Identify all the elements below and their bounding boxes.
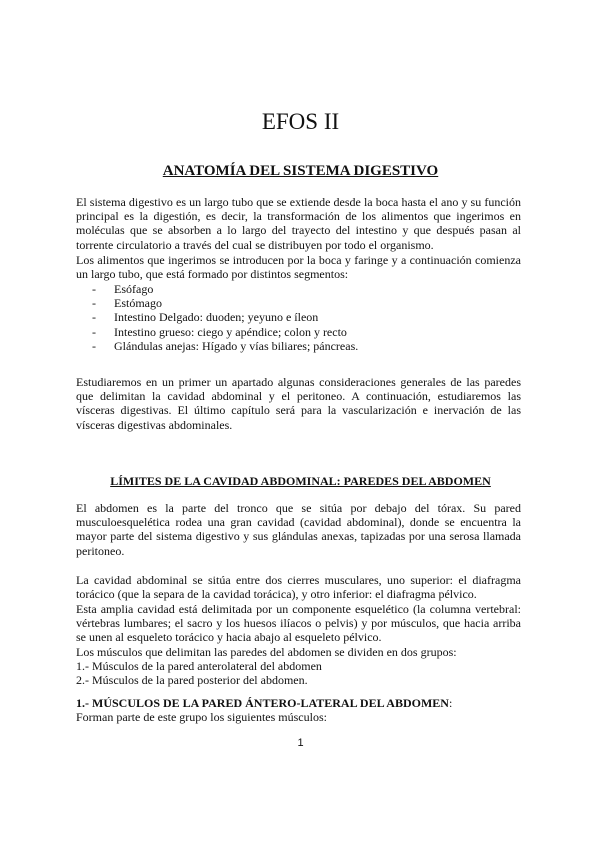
intro-paragraph-2: Los alimentos que ingerimos se introducen por la boca y faringe y a continuación comienza un largo tubo, que está formado por distintos segmentos: — [76, 253, 521, 282]
document-subtitle — [0, 161, 601, 181]
list-item: - Intestino grueso: ciego y apéndice; colon y recto — [92, 324, 347, 339]
cavity-paragraph: La cavidad abdominal se sitúa entre dos cierres musculares, uno superior: el diafragma torácico (que la separa de la cavidad torácica), y otro inferior: el diafragma pélvico. — [76, 573, 521, 602]
abdomen-paragraph: El abdomen es la parte del tronco que se sitúa por debajo del tórax. Su pared musculoesquelética rodea una gran cavidad (cavidad abdominal), donde se encuentra la mayor parte del sistema digestivo y sus glándulas anexas, tapizadas por una serosa llamada peritoneo. — [76, 501, 521, 558]
muscles-intro: Los músculos que delimitan las paredes del abdomen se dividen en dos grupos: — [76, 645, 457, 659]
skeleton-paragraph: Esta amplia cavidad está delimitada por un componente esquelético (la columna vertebral: vértebras lumbares; el sacro y los huesos ilíacos o pelvis) y por músculos, que hacia arriba se unen al esqueleto torácico y hacia abajo al esqueleto pélvico. — [76, 602, 521, 645]
study-paragraph: Estudiaremos en un primer un apartado algunas consideraciones generales de las paredes que delimitan la cavidad abdominal y el peritoneo. A continuación, estudiaremos las vísceras digestivas. El último capítulo será para la vascularización e inervación de las vísceras digestivas abdominales. — [76, 375, 521, 432]
list-item: - Glándulas anejas: Hígado y vías biliares; páncreas. — [92, 338, 359, 353]
page-number: 1 — [297, 737, 304, 749]
heading-1-text: Forman parte de este grupo los siguientes músculos: — [76, 710, 327, 725]
intro-paragraph: El sistema digestivo es un largo tubo que se extiende desde la boca hasta el ano y su función principal es la digestión, es decir, la transformación de los alimentos que ingerimos en moléculas que se absorben a lo largo del trayecto del intestino y que después pasan al torrente circulatorio a través del cual se distribuyen por todo el organismo. — [76, 195, 521, 252]
subtitle-text: ANATOMÍA DEL SISTEMA DIGESTIVO — [162, 163, 439, 179]
segments-list — [76, 282, 521, 353]
muscle-group-1: 1.- Músculos de la pared anterolateral del abdomen — [76, 659, 322, 673]
section-title: LÍMITES DE LA CAVIDAD ABDOMINAL: PAREDES DEL ABDOMEN — [110, 474, 491, 488]
document-title: EFOS II — [261, 109, 340, 134]
list-item: - Esófago — [92, 282, 154, 296]
list-item: - Intestino Delgado: duoden; yeyuno e íleon — [92, 310, 319, 325]
heading-1-title: 1.- MÚSCULOS DE LA PARED ÁNTERO-LATERAL DEL ABDOMEN — [76, 696, 449, 710]
list-item: - Estómago — [92, 296, 162, 311]
heading-1: 1.- MÚSCULOS DE LA PARED ÁNTERO-LATERAL DEL ABDOMEN: Forman parte de este grupo los siguientes músculos: — [76, 696, 453, 725]
muscle-group-2: 2.- Músculos de la pared posterior del abdomen. — [76, 673, 308, 687]
